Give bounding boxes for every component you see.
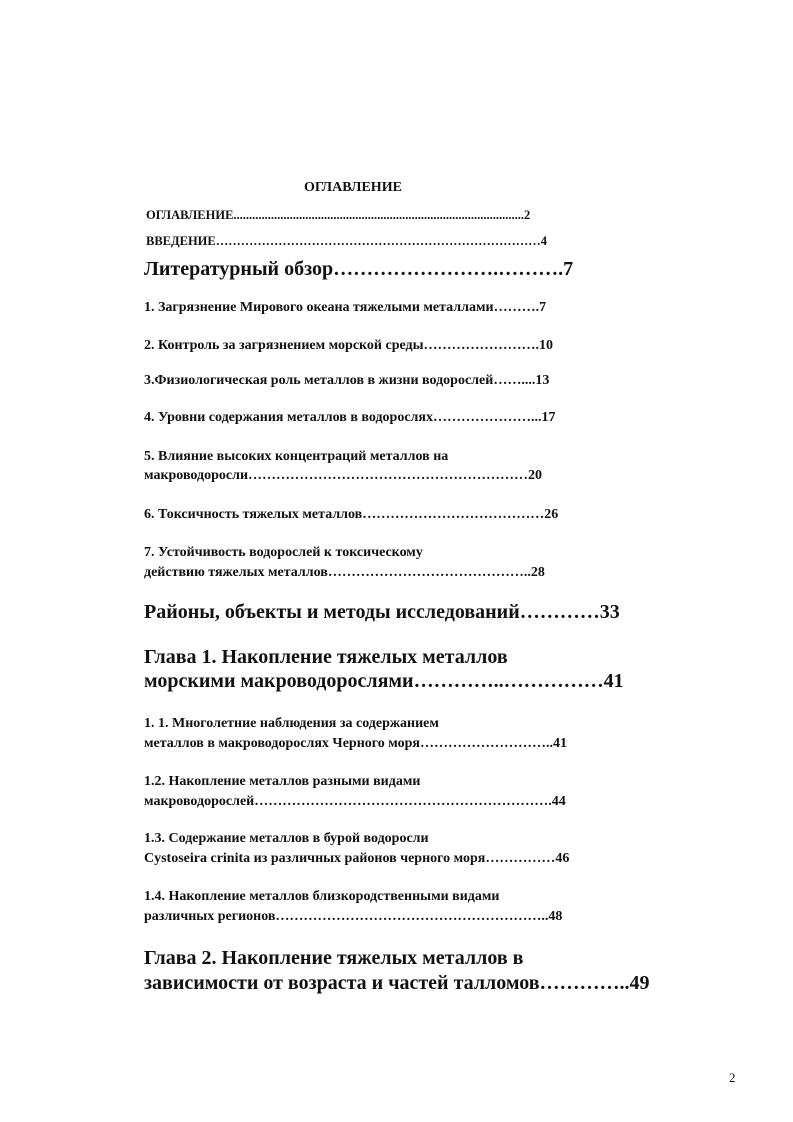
- toc-entry-1-3-line2: Cystoseira crinita из различных районов черного моря……………46: [144, 851, 570, 866]
- toc-entry-2: 2. Контроль за загрязнением морской среды…………………….10: [144, 338, 554, 353]
- toc-entry-1: 1. Загрязнение Мирового океана тяжелыми металлами……….7: [144, 300, 547, 315]
- toc-entry-contents: ОГЛАВЛЕНИЕ.............................................................................................2: [146, 208, 531, 222]
- toc-entry-4: 4. Уровни содержания металлов в водорослях…………………...17: [144, 410, 556, 425]
- page-number: 2: [729, 1070, 736, 1085]
- toc-entry-7-line2: действию тяжелых металлов……………………………………..28: [144, 565, 545, 580]
- toc-heading: ОГЛАВЛЕНИЕ: [304, 180, 402, 195]
- toc-entry-1-3-line1: 1.3. Содержание металлов в бурой водоросли: [144, 831, 429, 846]
- toc-entry-chapter2-line2: зависимости от возраста и частей талломов…………..49: [144, 972, 650, 994]
- toc-entry-1-2-line1: 1.2. Накопление металлов разными видами: [144, 774, 421, 789]
- toc-entry-chapter2-line1: Глава 2. Накопление тяжелых металлов в: [144, 947, 524, 969]
- toc-entry-7-line1: 7. Устойчивость водорослей к токсическому: [144, 545, 423, 560]
- toc-entry-5-line1: 5. Влияние высоких концентраций металлов на: [144, 449, 449, 464]
- toc-entry-literature-review: Литературный обзор…………………….……….7: [144, 258, 574, 280]
- toc-entry-6: 6. Токсичность тяжелых металлов…………………………………26: [144, 507, 559, 522]
- toc-entry-1-1-line1: 1. 1. Многолетние наблюдения за содержанием: [144, 716, 439, 731]
- toc-entry-3: 3.Физиологическая роль металлов в жизни водорослей……....13: [144, 373, 550, 388]
- toc-entry-1-4-line2: различных регионов…………………………………………………..48: [144, 909, 563, 924]
- toc-entry-chapter1-line2: морскими макроводорослями…………..……………41: [144, 670, 624, 692]
- toc-entry-1-2-line2: макроводорослей……………………………………………………….44: [144, 794, 566, 809]
- toc-entry-1-4-line1: 1.4. Накопление металлов близкородственными видами: [144, 889, 500, 904]
- toc-entry-introduction: ВВЕДЕНИЕ……………………………………………………………………4: [146, 234, 547, 248]
- toc-entry-regions-methods: Районы, объекты и методы исследований…………33: [144, 601, 620, 623]
- toc-entry-5-line2: макроводоросли……………………………………………………20: [144, 468, 543, 483]
- toc-entry-1-1-line2: металлов в макроводорослях Черного моря………………………..41: [144, 736, 567, 751]
- toc-entry-chapter1-line1: Глава 1. Накопление тяжелых металлов: [144, 646, 508, 668]
